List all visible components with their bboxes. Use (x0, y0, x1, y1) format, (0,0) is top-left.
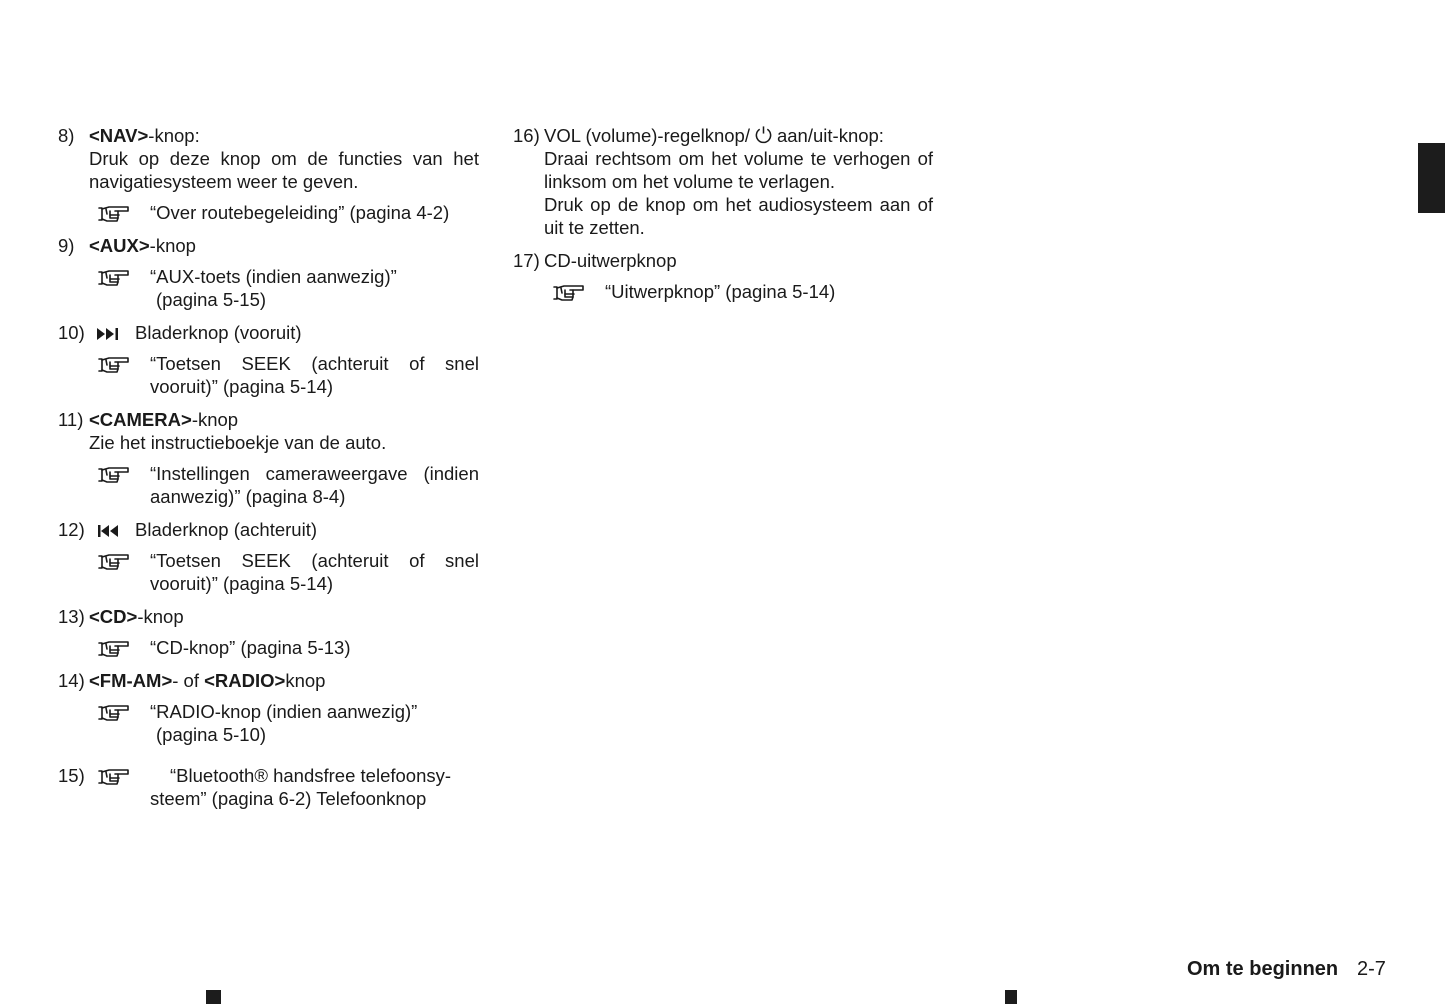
cross-reference (89, 700, 479, 746)
crop-mark-left (206, 990, 221, 1004)
heading-text: Bladerknop (vooruit) (135, 322, 302, 343)
spacer (58, 311, 479, 321)
cross-reference (544, 280, 933, 303)
button-name: <FM-AM> (89, 670, 173, 691)
cross-reference (89, 352, 479, 398)
list-item-15 (58, 764, 479, 810)
list-item-17 (513, 249, 933, 303)
spacer (58, 659, 479, 669)
reference-text: “CD-knop” (pagina 5-13) (150, 637, 351, 658)
spacer (58, 508, 479, 518)
cross-reference (89, 549, 479, 595)
spacer (58, 398, 479, 408)
item-heading (544, 124, 933, 147)
reference-text-line2: (pagina 5-10) (156, 724, 267, 745)
cross-reference (89, 201, 479, 224)
item-description-2: Druk op de knop om het audiosysteem aan of uit te zetten. (544, 194, 933, 238)
power-icon (754, 125, 773, 144)
reference-text-line2: steem” (pagina 6-2) Telefoonknop (150, 788, 427, 809)
cross-reference (89, 462, 479, 508)
item-heading (89, 518, 479, 541)
page-number: 2-7 (1357, 958, 1386, 980)
item-description: Druk op deze knop om de functies van het navigatiesysteem weer te geven. (89, 148, 479, 192)
list-item-16 (513, 124, 933, 239)
heading-connector: - of (172, 670, 205, 691)
pointing-hand-icon (97, 268, 131, 288)
spacer (58, 746, 479, 764)
list-item-10 (58, 321, 479, 398)
item-number: 16) (513, 125, 540, 146)
rewind-skip-icon (97, 524, 121, 538)
item-number: 13) (58, 606, 85, 627)
item-number: 12) (58, 519, 85, 540)
pointing-hand-icon (97, 703, 131, 723)
reference-text: “Uitwerpknop” (pagina 5-14) (605, 281, 836, 302)
fast-forward-skip-icon (97, 327, 121, 341)
button-name: <CD> (89, 606, 138, 627)
heading-suffix: knop (285, 670, 326, 691)
pointing-hand-icon (97, 639, 131, 659)
button-name: <AUX> (89, 235, 150, 256)
item-heading (89, 234, 479, 257)
button-name-2: <RADIO> (204, 670, 286, 691)
heading-text: Bladerknop (achteruit) (135, 519, 318, 540)
spacer (513, 239, 933, 249)
list-item-13 (58, 605, 479, 659)
reference-text: “Toetsen SEEK (achteruit of snel vooruit)” (pagina 5-14) (150, 353, 479, 397)
item-heading (89, 321, 479, 344)
reference-text: “Toetsen SEEK (achteruit of snel vooruit)” (pagina 5-14) (150, 550, 479, 594)
list-item-12 (58, 518, 479, 595)
pointing-hand-icon (97, 552, 131, 572)
pointing-hand-icon (97, 767, 131, 787)
cross-reference (89, 636, 479, 659)
heading-suffix: -knop (191, 409, 239, 430)
reference-text: “Over routebegeleiding” (pagina 4-2) (150, 202, 450, 223)
item-number: 17) (513, 250, 540, 271)
cross-reference (89, 764, 479, 810)
item-number: 10) (58, 322, 85, 343)
right-column (513, 124, 933, 303)
button-name: <NAV> (89, 125, 149, 146)
item-number: 9) (58, 235, 75, 256)
cross-reference (89, 265, 479, 311)
heading-suffix: -knop (137, 606, 184, 627)
item-number: 15) (58, 765, 85, 786)
pointing-hand-icon (97, 204, 131, 224)
item-description: Zie het instructieboekje van de auto. (89, 432, 387, 453)
heading-suffix: -knop (149, 235, 196, 256)
reference-text-line1: “AUX-toets (indien aanwezig)” (150, 266, 397, 287)
reference-text: “Instellingen cameraweergave (indien aanwezig)” (pagina 8-4) (150, 463, 479, 507)
item-number: 8) (58, 125, 75, 146)
item-heading (89, 408, 479, 431)
spacer (58, 595, 479, 605)
button-name: <CAMERA> (89, 409, 192, 430)
chapter-tab-marker (1418, 143, 1445, 213)
item-heading (89, 124, 479, 147)
heading-prefix: VOL (volume)-regelknop/ (544, 125, 750, 146)
item-number: 11) (58, 409, 84, 430)
reference-text-line2: (pagina 5-15) (156, 289, 267, 310)
pointing-hand-icon (552, 283, 586, 303)
item-heading (89, 669, 479, 692)
pointing-hand-icon (97, 465, 131, 485)
item-heading: CD-uitwerpknop (544, 250, 677, 271)
item-description-1: Draai rechtsom om het volume te verhogen of linksom om het volume te verlagen. (544, 148, 933, 192)
list-item-11 (58, 408, 479, 508)
list-item-9 (58, 234, 479, 311)
section-title: Om te beginnen (1187, 958, 1339, 980)
item-number: 14) (58, 670, 85, 691)
crop-mark-right (1005, 990, 1017, 1004)
pointing-hand-icon (97, 355, 131, 375)
list-item-8 (58, 124, 479, 224)
list-item-14 (58, 669, 479, 746)
heading-suffix: aan/uit-knop: (776, 125, 884, 146)
left-column (58, 124, 479, 810)
item-heading (89, 605, 479, 628)
reference-text-line1: “Bluetooth® handsfree telefoonsy- (170, 765, 452, 786)
page-footer (1187, 958, 1386, 981)
spacer (58, 224, 479, 234)
heading-suffix: -knop: (148, 125, 200, 146)
reference-text-line1: “RADIO-knop (indien aanwezig)” (150, 701, 418, 722)
